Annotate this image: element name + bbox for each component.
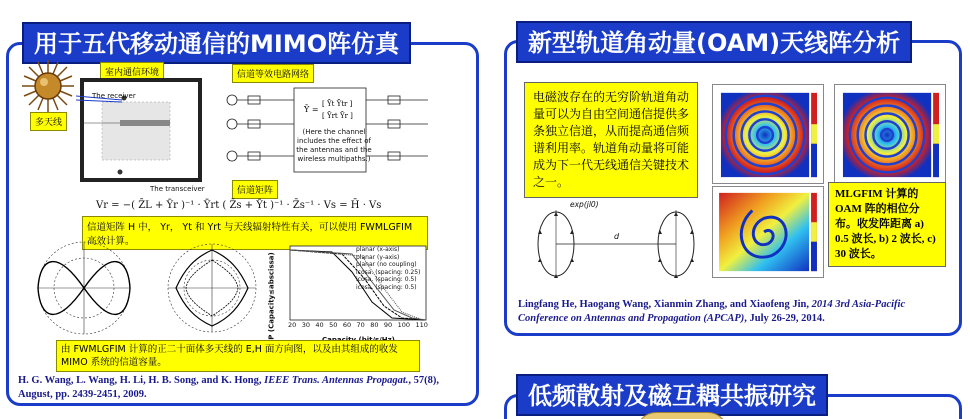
tick: 100 [397,321,411,329]
h-plane-pattern [160,238,264,338]
array-label-d: d [614,232,620,241]
note-box: 由 FWMLGFIM 计算的正二十面体多天线的 E,H 面方向图，以及由其组成的收发 MIMO 系统的信道容量。 [56,340,420,372]
circuit-label: 信道等效电路网络 [232,64,314,83]
equation: Vr = −( Z̄L + Ȳr )⁻¹ · Ȳrt ( Z̄s + Ȳt )⁻¹ · Z̄s⁻¹ · Vs = H̄ · Vs [96,200,382,211]
phase-plot-a [712,84,824,184]
left-citation-journal: IEEE Trans. Antennas Propagat. [264,375,409,386]
lowfreq-panel-title: 低频散射及磁互耦共振研究 [516,374,828,416]
capacity-ylabel: P (Capacity≤abscissa) [267,252,276,340]
matrix-description: 信道矩阵 H 中， Yr， Yt 和 Yrt 与天线辐射特性有关，可以使用 FWMLGFIM 高效计算。 [82,216,428,250]
legend-entry: icosa. (spacing: 0.5) [356,276,417,283]
oam-citation-authors: Lingfang He, Haogang Wang, Xianmin Zhang, and Xiaofeng Jin, [518,299,812,310]
tick: 110 [415,321,428,329]
oam-citation [518,298,954,326]
capacity-ticks [288,321,428,329]
array-label-exp: exp(jl0) [570,200,599,209]
left-citation-authors: H. G. Wang, L. Wang, H. Li, H. B. Song, and K. Hong, [18,375,265,386]
svg-text:[ Ȳrt Ȳr ]: [ Ȳrt Ȳr ] [322,112,353,120]
oam-citation-rest: , July 26-29, 2014. [744,313,825,324]
circuit-caption: (Here the channel includes the effect of the antennas and the wireless multipaths.) [296,128,372,163]
legend-entry: planar (no coupling) [356,261,417,268]
tick: 70 [356,321,365,329]
oam-citation-conf: 2014 3rd Asia-Pacific Conference on Antennas and Propagation (APCAP) [518,299,906,324]
tick: 60 [342,321,352,329]
matrix-label: 信道矩阵 [232,180,278,199]
receiver-label: The receiver [92,92,136,100]
tick: 80 [370,321,379,329]
antenna-sun-icon [20,58,76,114]
tick: 90 [383,321,393,329]
legend-entry: icosa. (spacing: 0.5) [356,283,417,291]
tick: 20 [288,321,297,329]
oam-description: 电磁波存在的无穷阶轨道角动量可以为自由空间通信提供多条独立信道，从而提高通信频谱利用率。轨道角动量将可能成为下一代无线通信关键技术之一。 [524,82,698,198]
left-citation-rest: , 57(8), August, pp. 2439-2451, 2009. [18,375,440,400]
phase-plot-b [834,84,946,184]
legend-entry: planar (x-axis) [356,246,400,253]
phase-plot-c [712,186,824,278]
legend-entry: planar (y-axis) [356,253,400,261]
capacity-legend [356,246,430,291]
oam-panel-title: 新型轨道角动量(OAM)天线阵分析 [516,21,912,63]
oam-array-diagram [516,200,706,284]
tick: 50 [329,321,338,329]
svg-text:[ Ȳt Ȳtr ]: [ Ȳt Ȳtr ] [322,100,353,108]
antenna-label: 多天线 [30,112,67,131]
lowfreq-partial-graphic [636,412,728,419]
room-label: 室内通信环境 [100,62,164,81]
left-citation [18,374,470,402]
svg-text:Ȳ =: Ȳ = [304,105,319,114]
tick: 40 [315,321,324,329]
mlgfim-box: MLGFIM 计算的 OAM 阵的相位分布。收发阵距离 a) 0.5 波长, b) 2 波长, c) 30 波长。 [828,182,946,267]
transceiver-label: The transceiver [150,185,205,193]
legend-entry: icosa. (spacing: 0.25) [356,268,421,276]
e-plane-pattern [16,238,152,338]
tick: 30 [301,321,310,329]
left-panel-title: 用于五代移动通信的MIMO阵仿真 [22,22,411,64]
